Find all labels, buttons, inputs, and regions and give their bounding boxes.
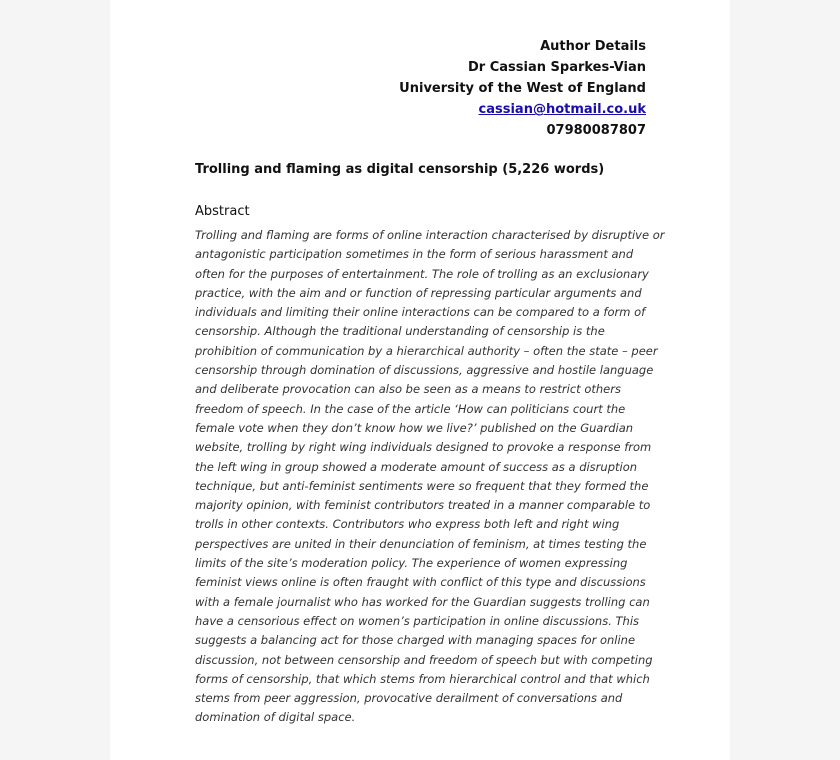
abstract-line: female vote when they don’t know how we live?’ published on the Guardian xyxy=(195,420,634,435)
abstract-line: freedom of speech. In the case of the article ‘How can politicians court the xyxy=(195,401,626,416)
abstract-line: have a censorious effect on women’s participation in online discussions. This xyxy=(195,613,640,628)
abstract-line: practice, with the aim and or function of repressing particular arguments and xyxy=(195,285,642,300)
document-page xyxy=(110,0,730,760)
abstract-line: prohibition of communication by a hierarchical authority – often the state – peer xyxy=(195,343,658,358)
abstract-line: suggests a balancing act for those charged with managing spaces for online xyxy=(195,633,636,648)
abstract-line: with a female journalist who has worked for the Guardian suggests trolling can xyxy=(195,594,650,609)
author-details-heading: Author Details xyxy=(540,39,646,54)
abstract-line: often for the purposes of entertainment. The role of trolling as an exclusionary xyxy=(195,266,649,281)
abstract-line: limits of the site’s moderation policy. The experience of women expressing xyxy=(195,556,628,571)
abstract-line: antagonistic participation sometimes in the form of serious harassment and xyxy=(195,247,634,262)
abstract-line: majority opinion, with feminist contributors treated in a manner comparable to xyxy=(195,498,651,513)
abstract-line: forms of censorship, that which stems from hierarchical control and that which xyxy=(195,671,650,686)
abstract-line: Trolling and flaming are forms of online interaction characterised by disruptive or xyxy=(195,228,665,242)
abstract-line: the left wing in group showed a moderate amount of success as a disruption xyxy=(195,459,638,474)
author-name: Dr Cassian Sparkes-Vian xyxy=(468,60,646,75)
paper-title: Trolling and flaming as digital censorship (5,226 words) xyxy=(195,162,605,177)
author-email-link[interactable]: cassian@hotmail.co.uk xyxy=(478,102,646,117)
abstract-line: and deliberate provocation can also be seen as a means to restrict others xyxy=(195,382,621,397)
abstract-line: perspectives are united in their denunciation of feminism, at times testing the xyxy=(195,536,647,551)
abstract-line: feminist views online is often fraught with conflict of this type and discussions xyxy=(195,575,646,590)
abstract-body xyxy=(195,226,665,728)
abstract-line: censorship. Although the traditional understanding of censorship is the xyxy=(195,324,605,339)
abstract-line: stems from peer aggression, provocative derailment of conversations and xyxy=(195,691,623,706)
author-phone: 07980087807 xyxy=(546,123,646,138)
abstract-line: individuals and limiting their online interactions can be compared to a form of xyxy=(195,305,646,320)
abstract-line: website, trolling by right wing individuals designed to provoke a response from xyxy=(195,440,652,455)
abstract-line: trolls in other contexts. Contributors who express both left and right wing xyxy=(195,517,620,532)
abstract-line: technique, but anti-feminist sentiments were so frequent that they formed the xyxy=(195,478,649,493)
abstract-line: discussion, not between censorship and freedom of speech but with competing xyxy=(195,652,653,667)
author-affiliation: University of the West of England xyxy=(399,81,646,96)
abstract-line: censorship through domination of discussions, aggressive and hostile language xyxy=(195,363,654,378)
abstract-heading: Abstract xyxy=(195,204,250,219)
author-details xyxy=(399,36,646,141)
abstract-line: domination of digital space. xyxy=(195,710,356,725)
